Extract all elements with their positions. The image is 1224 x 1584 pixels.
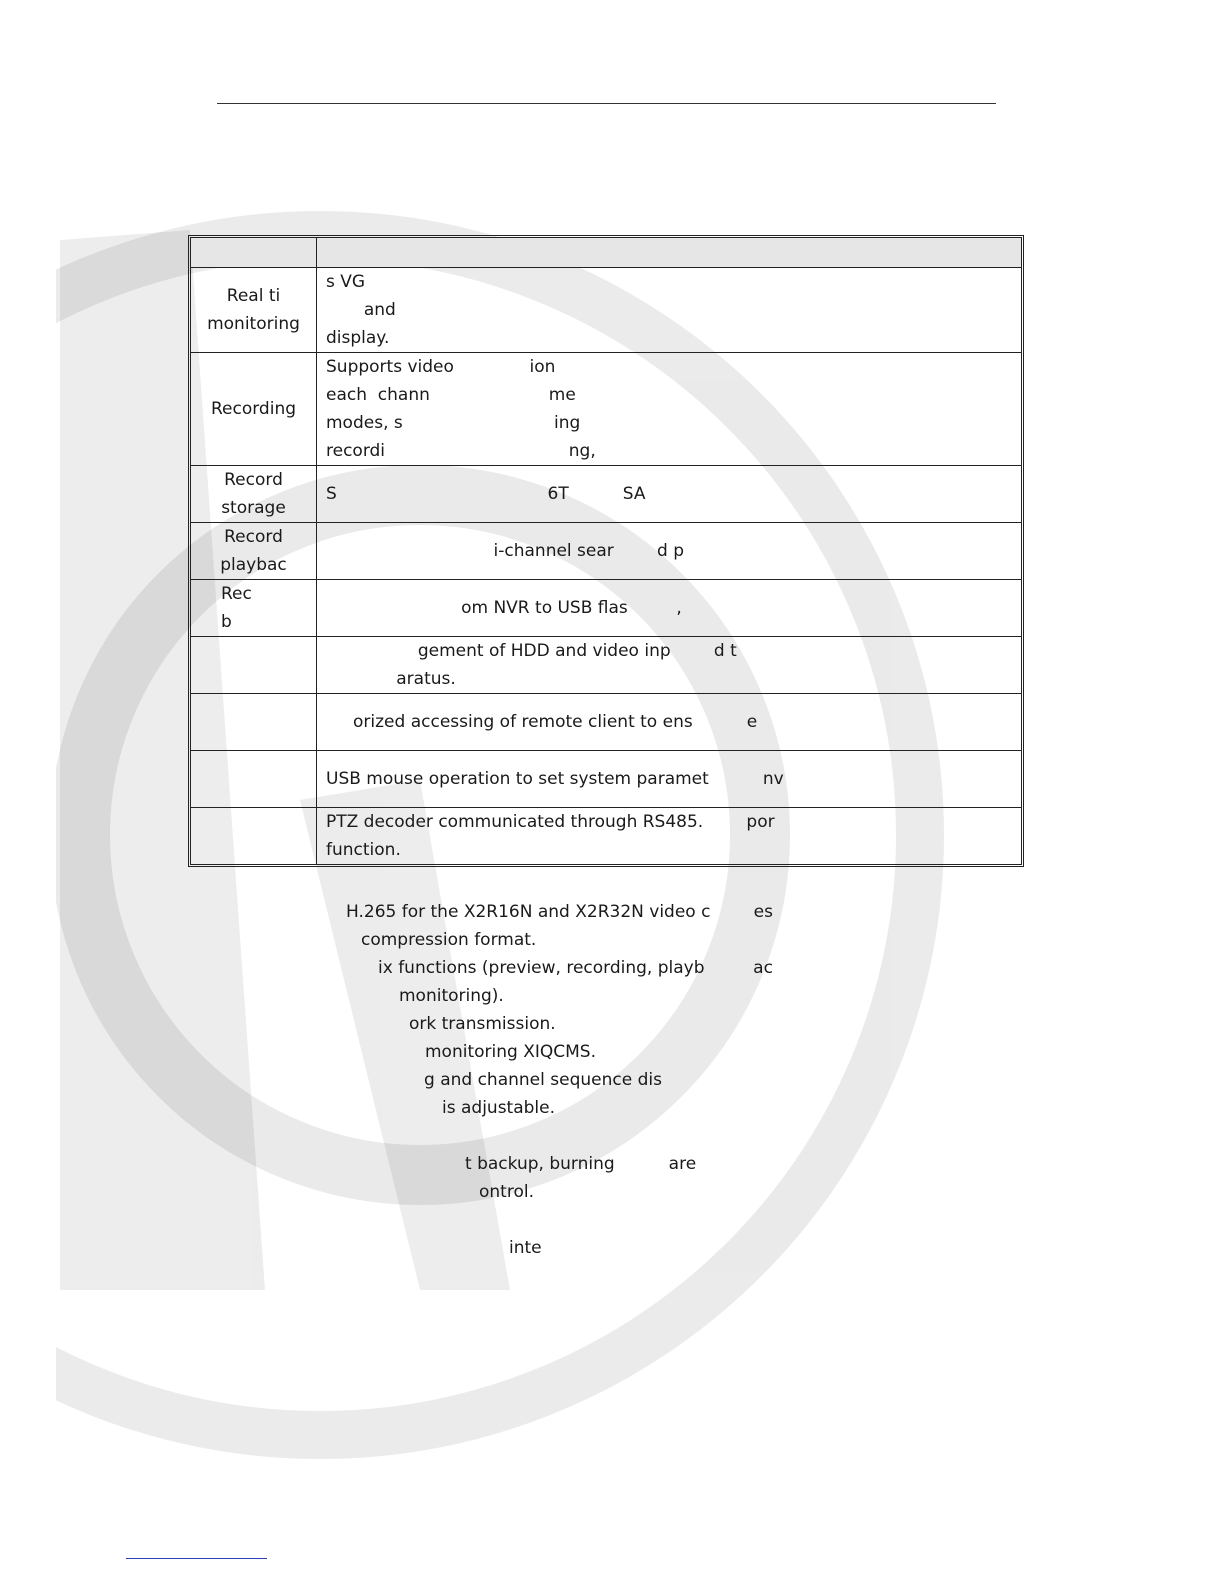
feature-line: ix functions (preview, recording, playb ac — [378, 958, 773, 978]
table-row — [191, 580, 1022, 637]
row-feature: Rec b — [221, 584, 252, 632]
row-description: USB mouse operation to set system paramet nv — [326, 769, 784, 789]
spec-table — [188, 235, 1024, 867]
table-row — [191, 353, 1022, 466]
table-row — [191, 751, 1022, 808]
feature-line: ontrol. — [479, 1182, 534, 1202]
row-description: PTZ decoder communicated through RS485. por function. — [326, 812, 775, 860]
feature-line: inte — [509, 1238, 542, 1258]
table-row — [191, 523, 1022, 580]
footer-link-underline — [126, 1558, 267, 1559]
feature-line: g and channel sequence dis — [424, 1070, 662, 1090]
row-feature: Recording — [210, 399, 297, 419]
table-row — [191, 637, 1022, 694]
row-description: i-channel sear d p — [326, 541, 684, 561]
feature-line: t backup, burning are — [465, 1154, 697, 1174]
row-description: Supports video ion each chann me modes, s ing recordi ng, — [326, 357, 596, 461]
table-row — [191, 466, 1022, 523]
table-header-feature — [191, 238, 317, 268]
row-description: gement of HDD and video inp d t aratus. — [396, 641, 737, 689]
feature-line: is adjustable. — [442, 1098, 556, 1118]
row-description: s VG and display. — [326, 272, 396, 348]
header-rule — [217, 103, 996, 104]
feature-line: monitoring XIQCMS. — [425, 1042, 596, 1062]
table-header-row — [191, 238, 1022, 268]
feature-line: ork transmission. — [409, 1014, 556, 1034]
feature-line: monitoring). — [399, 986, 504, 1006]
row-feature: Real ti monitoring — [207, 286, 300, 334]
table-row — [191, 694, 1022, 751]
table-row — [191, 268, 1022, 353]
feature-line: H.265 for the X2R16N and X2R32N video c es — [346, 902, 773, 922]
row-feature: Record storage — [221, 470, 286, 518]
row-description: orized accessing of remote client to ens e — [326, 712, 758, 732]
feature-line: compression format. — [361, 930, 537, 950]
row-description: om NVR to USB flas , — [326, 598, 682, 618]
row-feature: Record playbac — [220, 527, 287, 575]
table-row — [191, 808, 1022, 865]
row-description: S 6T SA — [326, 484, 646, 504]
table-header-description — [317, 238, 1022, 268]
